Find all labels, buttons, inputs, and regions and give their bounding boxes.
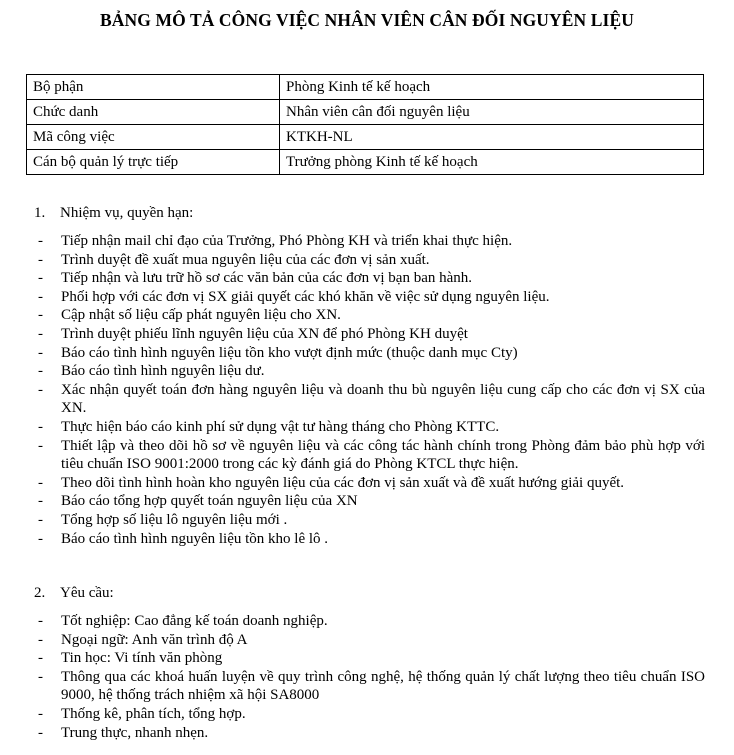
table-cell-label: Cán bộ quản lý trực tiếp: [27, 150, 280, 175]
section-number: 2.: [34, 585, 46, 601]
requirements-list: [0, 612, 705, 742]
table-row-position: [27, 100, 704, 125]
list-item: - Xác nhận quyết toán đơn hàng nguyên liệu và doanh thu bù nguyên liệu cung cấp cho các đơn vị SX của XN.: [0, 381, 705, 418]
section-number: 1.: [34, 205, 46, 221]
table-cell-label: Chức danh: [27, 100, 280, 125]
list-item: - Tin học: Vi tính văn phòng: [0, 649, 705, 668]
table-row-department: [27, 75, 704, 100]
list-item: - Ngoại ngữ: Anh văn trình độ A: [0, 631, 705, 650]
list-item: - Trình duyệt phiếu lĩnh nguyên liệu của XN để phó Phòng KH duyệt: [0, 325, 705, 344]
list-item: - Báo cáo tình hình nguyên liệu tồn kho vượt định mức (thuộc danh mục Cty): [0, 344, 705, 363]
section-title: Nhiệm vụ, quyền hạn:: [60, 205, 194, 221]
table-row-job-code: [27, 125, 704, 150]
table-cell-label: Mã công việc: [27, 125, 280, 150]
job-info-table: [26, 74, 704, 175]
section-title: Yêu cầu:: [60, 585, 114, 601]
document-title: BẢNG MÔ TẢ CÔNG VIỆC NHÂN VIÊN CÂN ĐỐI NGUYÊN LIỆU: [100, 10, 634, 30]
table-row-direct-manager: [27, 150, 704, 175]
list-item: - Trình duyệt đề xuất mua nguyên liệu của các đơn vị sản xuất.: [0, 251, 705, 270]
list-item: - Tốt nghiệp: Cao đẳng kế toán doanh nghiệp.: [0, 612, 705, 631]
list-item: - Tổng hợp số liệu lô nguyên liệu mới .: [0, 511, 705, 530]
table-cell-value: Trưởng phòng Kinh tế kế hoạch: [280, 150, 704, 175]
section-heading-requirements: [34, 584, 114, 602]
list-item: - Báo cáo tổng hợp quyết toán nguyên liệu của XN: [0, 492, 705, 511]
list-item: - Tiếp nhận và lưu trữ hồ sơ các văn bản của các đơn vị bạn ban hành.: [0, 269, 705, 288]
list-item: - Thống kê, phân tích, tổng hợp.: [0, 705, 705, 724]
list-item: - Báo cáo tình hình nguyên liệu tồn kho lê lô .: [0, 530, 705, 549]
list-item: - Phối hợp với các đơn vị SX giải quyết các khó khăn về việc sử dụng nguyên liệu.: [0, 288, 705, 307]
list-item: - Thực hiện báo cáo kinh phí sử dụng vật tư hàng tháng cho Phòng KTTC.: [0, 418, 705, 437]
duties-list: [0, 232, 705, 548]
section-heading-duties: [34, 204, 193, 222]
list-item: - Thông qua các khoá huấn luyện về quy trình công nghệ, hệ thống quản lý chất lượng theo tiêu chuẩn ISO 9000, hệ thống trách nhiệm xã hội SA8000: [0, 668, 705, 705]
table-cell-value: Nhân viên cân đối nguyên liệu: [280, 100, 704, 125]
list-item: - Thiết lập và theo dõi hồ sơ về nguyên liệu và các công tác hành chính trong Phòng đảm bảo phù hợp với tiêu chuẩn ISO 9001:2000 trong các kỳ đánh giá do Phòng KTCL thực hiện.: [0, 437, 705, 474]
table-cell-label: Bộ phận: [27, 75, 280, 100]
list-item: - Cập nhật số liệu cấp phát nguyên liệu cho XN.: [0, 306, 705, 325]
table-cell-value: KTKH-NL: [280, 125, 704, 150]
list-item: - Theo dõi tình hình hoàn kho nguyên liệu của các đơn vị sản xuất và đề xuất hướng giải quyết.: [0, 474, 705, 493]
list-item: - Báo cáo tình hình nguyên liệu dư.: [0, 362, 705, 381]
list-item: - Trung thực, nhanh nhẹn.: [0, 724, 705, 743]
list-item: - Tiếp nhận mail chỉ đạo của Trưởng, Phó Phòng KH và triển khai thực hiện.: [0, 232, 705, 251]
table-cell-value: Phòng Kinh tế kế hoạch: [280, 75, 704, 100]
